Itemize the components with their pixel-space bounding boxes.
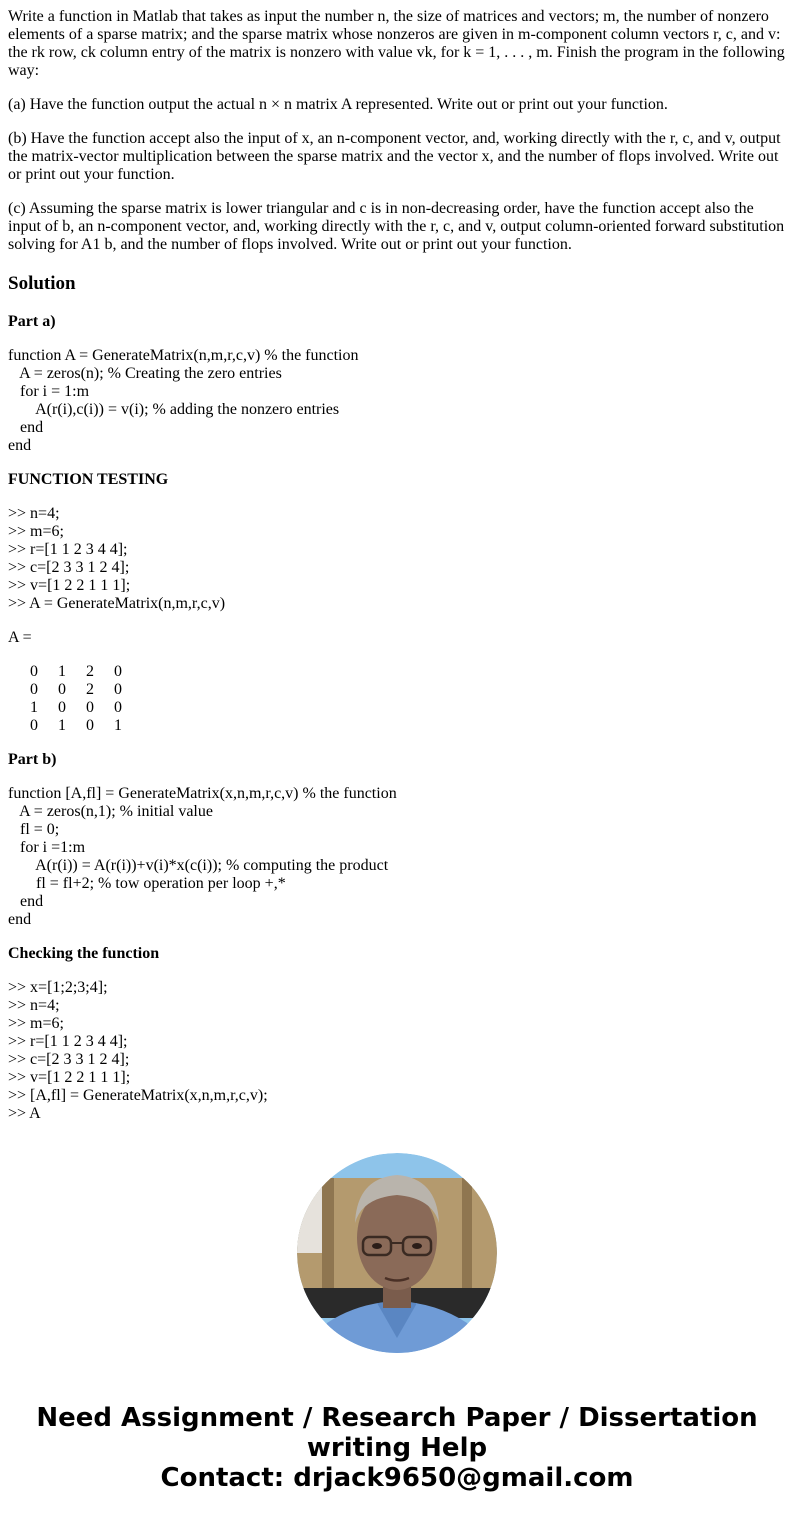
code-line: >> n=4; — [8, 997, 60, 1014]
code-line: >> n=4; — [8, 505, 60, 522]
code-line: end — [8, 893, 44, 910]
part-b-heading: Part b) — [8, 751, 57, 768]
promo-banner — [0, 1403, 794, 1493]
checking-heading: Checking the function — [8, 945, 160, 962]
code-line: end — [8, 419, 44, 436]
code-line: end — [8, 437, 32, 454]
promo-line-1: Need Assignment / Research Paper / Dissertation — [36, 1403, 758, 1433]
code-line: fl = 0; — [8, 821, 60, 838]
part-a-code — [8, 347, 786, 455]
code-line: >> A = GenerateMatrix(n,m,r,c,v) — [8, 595, 226, 612]
matrix-cell: 0 — [86, 699, 94, 716]
code-line: for i =1:m — [8, 839, 86, 856]
code-line: for i = 1:m — [8, 383, 90, 400]
matrix-cell: 0 — [30, 717, 38, 734]
code-line: >> r=[1 1 2 3 4 4]; — [8, 1033, 128, 1050]
checking-code — [8, 979, 786, 1123]
question-part-b: (b) Have the function accept also the input of x, an n-component vector, and, working directly with the r, c, and v, output the matrix-vector multiplication between the sparse matrix and the vector x, and the number of flops involved. Write out or print out your function. — [8, 130, 781, 183]
function-testing-heading: FUNCTION TESTING — [8, 471, 169, 488]
code-line: >> [A,fl] = GenerateMatrix(x,n,m,r,c,v); — [8, 1087, 268, 1104]
matrix-cell: 0 — [30, 663, 38, 680]
code-line: >> c=[2 3 3 1 2 4]; — [8, 1051, 130, 1068]
code-line: >> v=[1 2 2 1 1 1]; — [8, 577, 131, 594]
matrix-cell: 0 — [86, 717, 94, 734]
code-line: A = zeros(n); % Creating the zero entries — [8, 365, 282, 382]
matrix-cell: 1 — [58, 663, 66, 680]
promo-contact: Contact: drjack9650@gmail.com — [160, 1463, 634, 1493]
code-line: A(r(i)) = A(r(i))+v(i)*x(c(i)); % computing the product — [8, 857, 389, 874]
code-line: >> A — [8, 1105, 41, 1122]
testing-code — [8, 505, 786, 613]
matrix-row — [8, 699, 786, 717]
matrix-cell: 1 — [114, 717, 122, 734]
matrix-row — [8, 663, 786, 681]
code-line: A = zeros(n,1); % initial value — [8, 803, 213, 820]
question-part-c: (c) Assuming the sparse matrix is lower triangular and c is in non-decreasing order, have the function accept also the input of b, an n-component vector, and, working directly with the r, c, and v, output column-oriented forward substitution solving for A1 b, and the number of flops involved. Write out or print out your function. — [8, 200, 785, 253]
output-matrix — [8, 663, 786, 735]
code-line: A(r(i),c(i)) = v(i); % adding the nonzero entries — [8, 401, 340, 418]
matrix-cell: 1 — [30, 699, 38, 716]
matrix-cell: 0 — [58, 681, 66, 698]
promo-line-2: writing Help — [306, 1433, 488, 1463]
matrix-cell: 0 — [114, 681, 122, 698]
matrix-cell: 0 — [114, 663, 122, 680]
question-intro: Write a function in Matlab that takes as input the number n, the size of matrices and vectors; m, the number of nonzero elements of a sparse matrix; and the sparse matrix whose nonzeros are given in m-component column vectors r, c, and v: the rk row, ck column entry of the matrix is nonzero with value vk, for k = 1, . . . , m. Finish the program in the following way: — [8, 8, 785, 79]
document-body — [8, 8, 786, 1139]
matrix-row — [8, 717, 786, 735]
code-line: function A = GenerateMatrix(n,m,r,c,v) % the function — [8, 347, 359, 364]
matrix-cell: 1 — [58, 717, 66, 734]
output-label: A = — [8, 629, 32, 646]
code-line: >> v=[1 2 2 1 1 1]; — [8, 1069, 131, 1086]
question-part-a: (a) Have the function output the actual n × n matrix A represented. Write out or print out your function. — [8, 96, 668, 113]
matrix-cell: 0 — [58, 699, 66, 716]
author-avatar — [297, 1153, 497, 1353]
code-line: function [A,fl] = GenerateMatrix(x,n,m,r,c,v) % the function — [8, 785, 397, 802]
part-a-heading: Part a) — [8, 313, 56, 330]
matrix-cell: 0 — [114, 699, 122, 716]
matrix-row — [8, 681, 786, 699]
code-line: end — [8, 911, 32, 928]
code-line: >> c=[2 3 3 1 2 4]; — [8, 559, 130, 576]
part-b-code — [8, 785, 786, 929]
matrix-cell: 2 — [86, 681, 94, 698]
code-line: >> r=[1 1 2 3 4 4]; — [8, 541, 128, 558]
code-line: >> m=6; — [8, 523, 64, 540]
code-line: fl = fl+2; % tow operation per loop +,* — [8, 875, 286, 892]
matrix-cell: 2 — [86, 663, 94, 680]
solution-heading: Solution — [8, 273, 76, 294]
code-line: >> x=[1;2;3;4]; — [8, 979, 108, 996]
code-line: >> m=6; — [8, 1015, 64, 1032]
matrix-cell: 0 — [30, 681, 38, 698]
person-photo-icon — [297, 1153, 497, 1353]
